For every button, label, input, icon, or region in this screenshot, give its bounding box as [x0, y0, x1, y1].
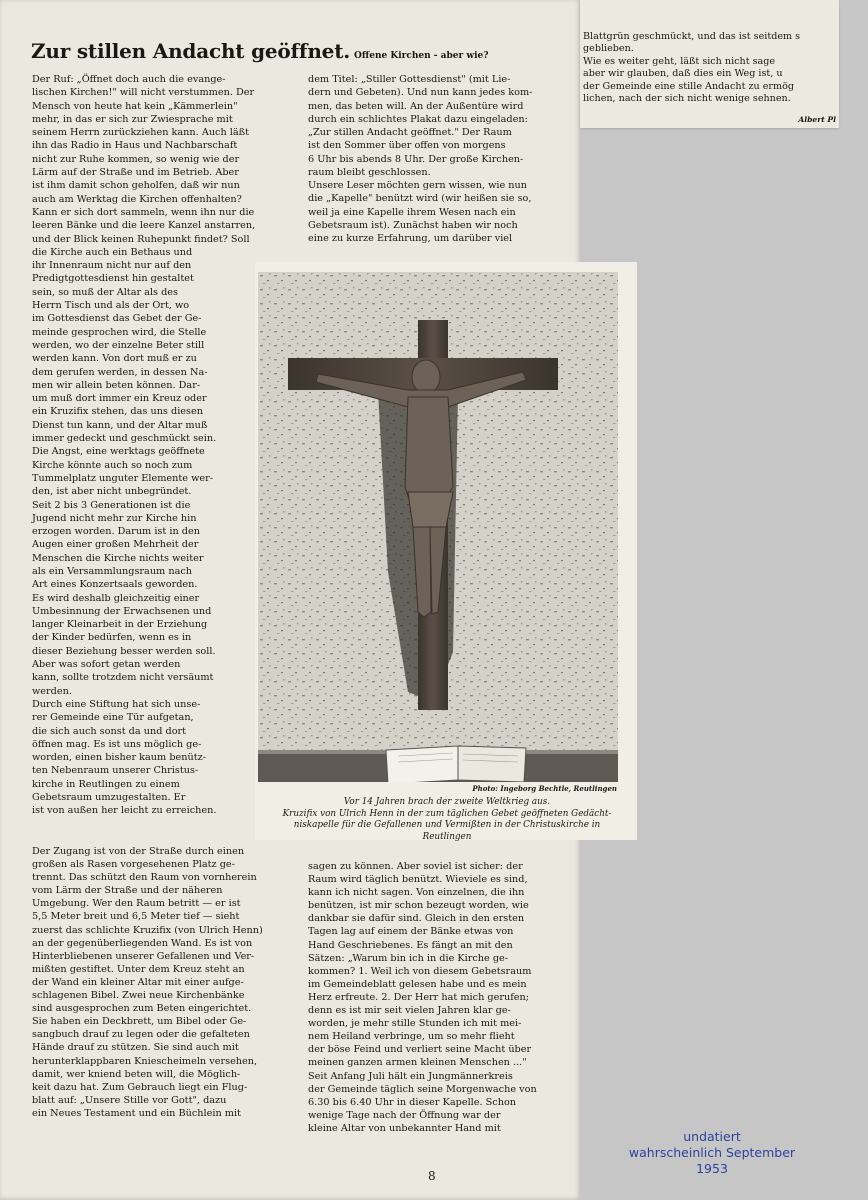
page-number: 8: [428, 1169, 436, 1183]
text-column-left-lower: Der Zugang ist von der Straße durch einen großen als Rasen vorgesehenen Platz ge- trennt. Das schützt den Raum von vornherein vom Lärm der Straße und der näheren Umgebung. Wer den Raum betritt — er ist 5,5 Meter breit und 6,5 Meter tief — sieht zuerst das schlichte Kruzifix (von Ulrich Henn) an der gegenüberliegenden Wand. Es ist von Hinterbliebenen unserer Gefallenen und Ver- mißten gestiftet. Unter dem Kreuz steht an der Wand ein kleiner Altar mit einer aufge- schlagenen Bibel. Zwei neue Kirchenbänke sind ausgesprochen zum Beten eingerichtet. Sie haben ein Deckbrett, um Bibel oder Ge- sangbuch drauf zu legen oder die gefalteten Hände drauf zu stützen. Sie sind auch mit herunterklappbaren Kniescheimeln versehen, damit, wer kniend beten will, die Möglich- keit dazu hat. Zum Gebrauch liegt ein Flug- blatt auf: „Unsere Stille vor Gott", dazu ein Neues Testament und ein Büchlein mit: [32, 846, 263, 1119]
text-column-right-upper: dem Titel: „Stiller Gottesdienst" (mit Lie- dern und Gebeten). Und nun kann jedes kom- men, das beten will. An der Außentüre wird durch ein schlichtes Plakat dazu eingeladen: „Zur stillen Andacht geöffnet." Der Raum ist den Sommer über offen von morgens 6 Uhr bis abends 8 Uhr. Der große Kirchen- raum bleibt geschlossen. Unsere Leser möchten gern wissen, wie nun die „Kapelle" benützt wird (wir heißen sie so, weil ja eine Kapelle ihrem Wesen nach ein Gebetsraum ist). Zunächst haben wir noch eine zu kurze Erfahrung, um darüber viel: [308, 74, 533, 244]
author-signature: Albert Pl: [798, 115, 836, 124]
article-title: Zur stillen Andacht geöffnet.: [31, 39, 351, 63]
continuation-text: Blattgrün geschmückt, und das ist seitdem s geblieben. Wie es weiter geht, läßt sich nicht sage aber wir glauben, daß dies ein Weg ist, u der Gemeinde eine stille Andacht zu ermög lichen, nach der sich nicht wenige sehnen.: [583, 31, 801, 105]
article-headline: [31, 28, 489, 66]
photo-credit: Photo: Ingeborg Bechtle, Reutlingen: [472, 784, 617, 793]
crucifix-photo: [258, 272, 618, 782]
text-column-left-upper: Der Ruf: „Öffnet doch auch die evange- lischen Kirchen!" will nicht verstummen. Der Mensch von heute hat kein „Kämmerlein" mehr, in das er sich zur Zwiesprache mit seinem Herrn zurückziehen kann. Auch läßt ihn das Radio in Haus und Nachbarschaft nicht zur Ruhe kommen, so wenig wie der Lärm auf der Straße und im Betrieb. Aber ist ihm damit schon geholfen, daß wir nun auch am Werktag die Kirchen offenhalten? Kann er sich dort sammeln, wenn ihn nur die leeren Bänke und die leere Kanzel anstarren, und der Blick keinen Ruhepunkt findet? Soll die Kirche auch ein Bethaus und ihr Innenraum nicht nur auf den Predigtgottesdienst hin gestaltet sein, so muß der Altar als des Herrn Tisch und als der Ort, wo im Gottesdienst das Gebet der Ge- meinde gesprochen wird, die Stelle werden, wo der einzelne Beter still werden kann. Von dort muß er zu dem gerufen werden, in dessen Na- men wir allein beten können. Dar- um muß dort immer ein Kreuz oder ein Kruzifix stehen, das uns diesen Dienst tun kann, und der Altar muß immer gedeckt und geschmückt sein. Die Angst, eine werktags geöffnete Kirche könnte auch so noch zum Tummelplatz unguter Elemente wer- den, ist aber nicht unbegründet. Seit 2 bis 3 Generationen ist die Jugend nicht mehr zur Kirche hin erzogen worden. Darum ist in den Augen einer großen Mehrheit der Menschen die Kirche nichts weiter als ein Versammlungsraum nach Art eines Konzertsaals geworden. Es wird deshalb gleichzeitig einer Umbesinnung der Erwachsenen und langer Kleinarbeit in der Erziehung der Kinder bedürfen, wenn es in dieser Beziehung besser werden soll. Aber was sofort getan werden kann, sollte trotzdem nicht versäumt werden. Durch eine Stiftung hat sich unse- rer Gemeinde eine Tür aufgetan, die sich auch sonst da und dort öffnen mag. Es ist uns möglich ge- worden, einen bisher kaum benütz- ten Nebenraum unserer Christus- kirche in Reutlingen zu einem Gebetsraum umzugestalten. Er ist von außen her leicht zu erreichen.: [32, 74, 256, 817]
photo-caption: Vor 14 Jahren brach der zweite Weltkrieg aus. Kruzifix von Ulrich Henn in der zum täglichen Gebet geöffneten Gedächt- niskapelle für die Gefallenen und Vermißten in der Christuskirche in Reutlingen: [282, 797, 612, 842]
crucifix-figure: [255, 262, 637, 840]
archive-note-undated: undatiert: [683, 1129, 741, 1144]
continuation-clipping: [580, 0, 839, 128]
archive-date-note: [612, 1129, 812, 1177]
archive-note-probable-date: wahrscheinlich September 1953: [628, 1145, 796, 1176]
text-column-right-lower: sagen zu können. Aber soviel ist sicher: der Raum wird täglich benützt. Wieviele es sind, kann ich nicht sagen. Von einzelnen, die ihn benützen, ist mir schon bezeugt worden, wie dankbar sie dafür sind. Gleich in den ersten Tagen lag auf einem der Bänke etwas von Hand Geschriebenes. Es fängt an mit den Sätzen: „Warum bin ich in die Kirche ge- kommen? 1. Weil ich von diesem Gebetsraum im Gemeindeblatt gelesen habe und es mein Herz erfreute. 2. Der Herr hat mich gerufen; denn es ist mir seit vielen Jahren klar ge- worden, je mehr stille Stunden ich mit mei- nem Heiland verbringe, um so mehr flieht der böse Feind und verliert seine Macht über meinen ganzen armen kleinen Menschen ..." Seit Anfang Juli hält ein Jungmännerkreis der Gemeinde täglich seine Morgenwache von 6.30 bis 6.40 Uhr in dieser Kapelle. Schon wenige Tage nach der Öffnung war der kleine Altar von unbekannter Hand mit: [308, 861, 537, 1134]
article-subtitle: Offene Kirchen - aber wie?: [354, 51, 489, 61]
